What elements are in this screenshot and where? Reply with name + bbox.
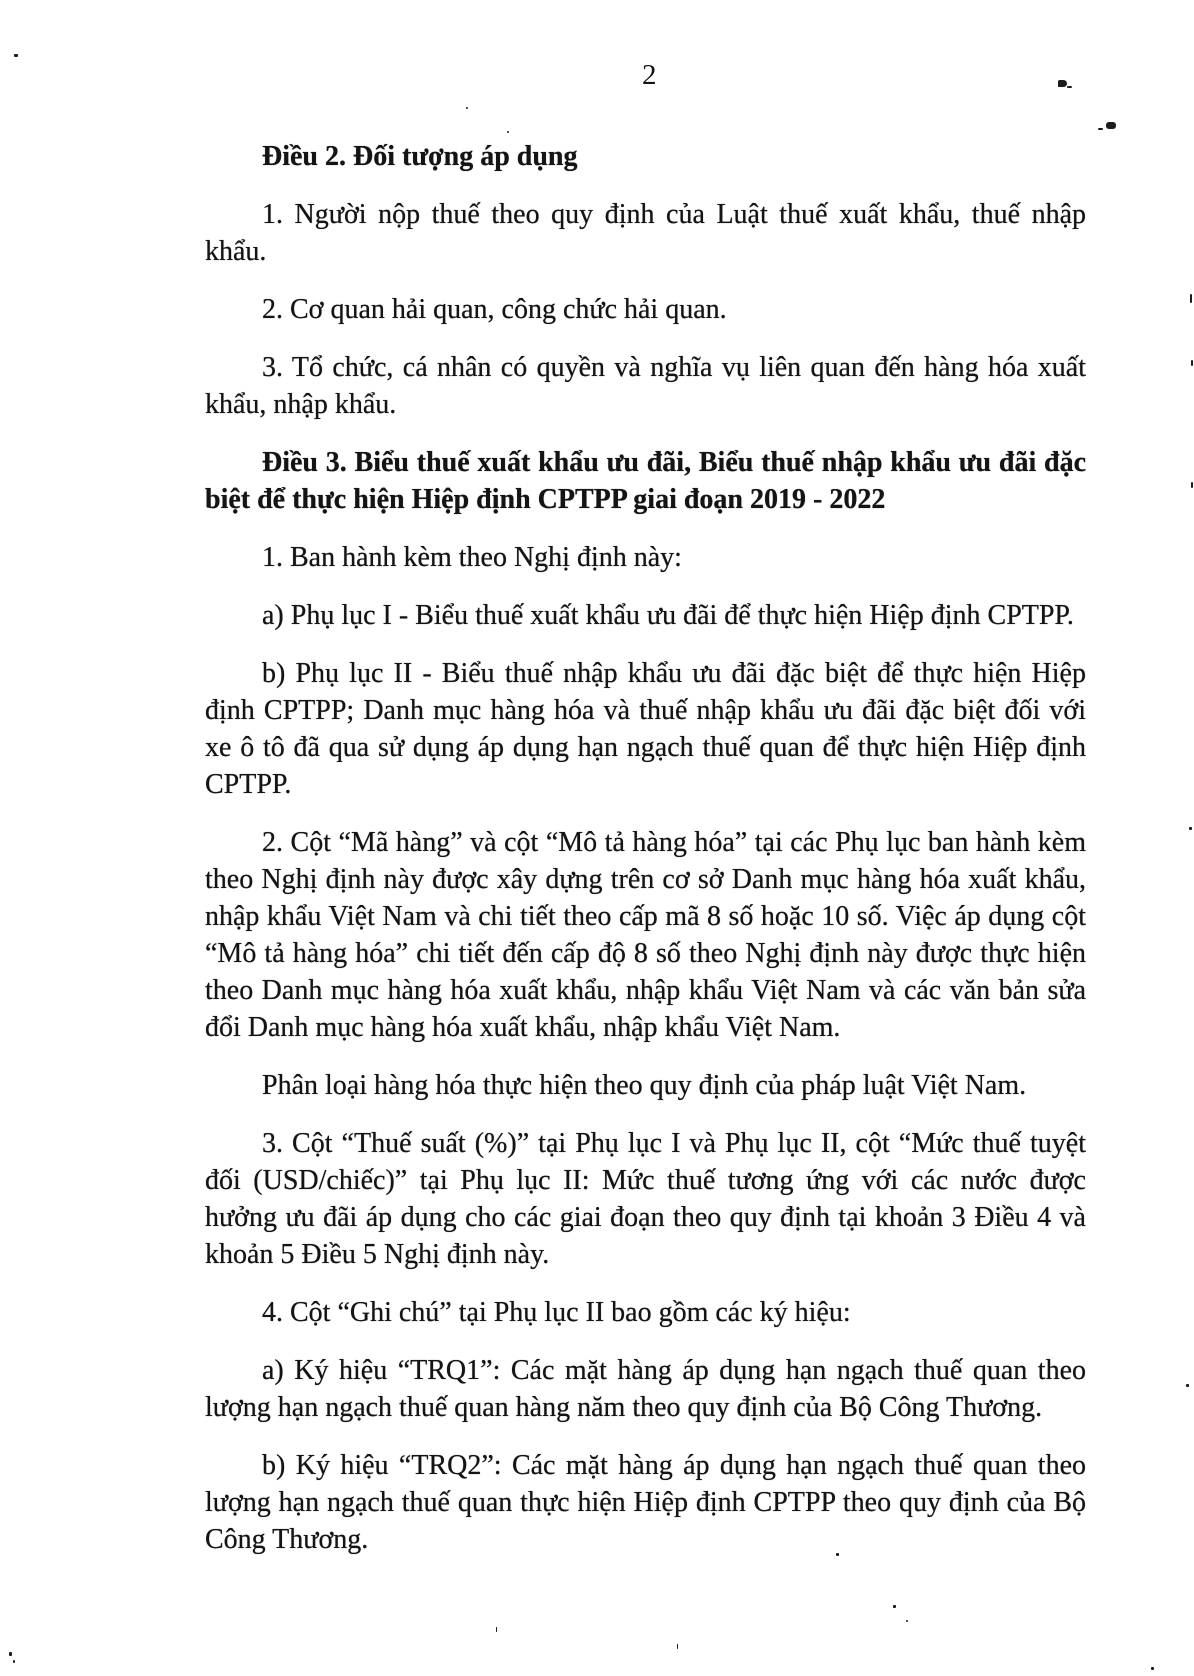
text-line: Phân loại hàng hóa thực hiện theo quy định của pháp luật Việt Nam. xyxy=(262,1070,1027,1101)
article-3-clause-4-point-b-trq2 xyxy=(205,1447,1086,1558)
scan-artifact xyxy=(1106,122,1116,129)
article-3-clause-4 xyxy=(205,1294,1086,1331)
text-line: khoản 5 Điều 5 Nghị định này. xyxy=(205,1239,550,1270)
scan-artifact xyxy=(1151,1667,1154,1670)
article-3-clause-3 xyxy=(205,1125,1086,1273)
scan-artifact xyxy=(13,1660,15,1663)
article-3-heading xyxy=(205,444,1086,518)
text-line: hưởng ưu đãi áp dụng cho các giai đoạn theo quy định tại khoản 3 Điều 4 và xyxy=(205,1202,1086,1233)
scan-artifact xyxy=(1189,827,1192,830)
scan-artifact xyxy=(836,1553,839,1556)
text-line: b) Phụ lục II - Biểu thuế nhập khẩu ưu đãi đặc biệt để thực hiện Hiệp xyxy=(262,658,1086,689)
article-2-clause-3 xyxy=(205,349,1086,423)
text-line: 1. Ban hành kèm theo Nghị định này: xyxy=(262,542,682,573)
scan-artifact xyxy=(906,1620,908,1622)
scan-artifact xyxy=(1098,128,1103,130)
text-line: lượng hạn ngạch thuế quan thực hiện Hiệp định CPTPP theo quy định của Bộ xyxy=(205,1487,1086,1518)
text-line: nhập khẩu Việt Nam và chi tiết theo cấp mã 8 số hoặc 10 số. Việc áp dụng cột xyxy=(205,901,1086,932)
text-line: a) Phụ lục I - Biểu thuế xuất khẩu ưu đãi để thực hiện Hiệp định CPTPP. xyxy=(262,600,1074,631)
text-line: theo Danh mục hàng hóa xuất khẩu, nhập khẩu Việt Nam và các văn bản sửa xyxy=(205,975,1086,1006)
text-line: 4. Cột “Ghi chú” tại Phụ lục II bao gồm các ký hiệu: xyxy=(262,1297,851,1328)
text-line: Điều 2. Đối tượng áp dụng xyxy=(262,141,578,172)
document-body xyxy=(205,138,1086,1579)
scan-artifact xyxy=(1190,294,1192,303)
article-3-clause-4-point-a-trq1 xyxy=(205,1352,1086,1426)
article-3-clause-1-point-b xyxy=(205,655,1086,803)
text-line: 3. Cột “Thuế suất (%)” tại Phụ lục I và Phụ lục II, cột “Mức thuế tuyệt xyxy=(262,1128,1086,1159)
article-2-clause-2 xyxy=(205,291,1086,328)
scan-artifact xyxy=(1067,86,1072,88)
scan-artifact xyxy=(1191,482,1193,488)
text-line: 1. Người nộp thuế theo quy định của Luật thuế xuất khẩu, thuế nhập khẩu. xyxy=(205,199,1086,267)
article-3-clause-1-point-a xyxy=(205,597,1086,634)
text-line: 3. Tổ chức, cá nhân có quyền và nghĩa vụ liên quan đến hàng hóa xuất xyxy=(262,352,1086,383)
text-line: theo Nghị định này được xây dựng trên cơ sở Danh mục hàng hóa xuất khẩu, xyxy=(205,864,1086,895)
text-line: khẩu, nhập khẩu. xyxy=(205,389,397,420)
scan-artifact xyxy=(1186,1384,1189,1387)
text-line: a) Ký hiệu “TRQ1”: Các mặt hàng áp dụng hạn ngạch thuế quan theo xyxy=(262,1355,1086,1386)
scan-artifact xyxy=(9,1652,12,1656)
scan-artifact xyxy=(507,131,509,133)
article-3-clause-2 xyxy=(205,824,1086,1046)
text-line: lượng hạn ngạch thuế quan hàng năm theo quy định của Bộ Công Thương. xyxy=(205,1392,1043,1423)
text-line: Công Thương. xyxy=(205,1524,369,1555)
text-line: “Mô tả hàng hóa” chi tiết đến cấp độ 8 số theo Nghị định này được thực hiện xyxy=(205,938,1086,969)
text-line: 2. Cột “Mã hàng” và cột “Mô tả hàng hóa” tại các Phụ lục ban hành kèm xyxy=(262,827,1086,858)
text-line: đối (USD/chiếc)” tại Phụ lục II: Mức thuế tương ứng với các nước được xyxy=(205,1165,1086,1196)
text-line: 2. Cơ quan hải quan, công chức hải quan. xyxy=(262,294,727,325)
scan-artifact xyxy=(14,54,18,57)
text-line: định CPTPP; Danh mục hàng hóa và thuế nhập khẩu ưu đãi đặc biệt đối với xyxy=(205,695,1086,726)
article-2-heading xyxy=(205,138,1086,175)
text-line: b) Ký hiệu “TRQ2”: Các mặt hàng áp dụng hạn ngạch thuế quan theo xyxy=(262,1450,1086,1481)
text-line: CPTPP. xyxy=(205,769,292,800)
text-line: Điều 3. Biểu thuế xuất khẩu ưu đãi, Biểu thuế nhập khẩu ưu đãi đặc xyxy=(262,447,1086,478)
scan-artifact xyxy=(893,1605,896,1608)
text-line: đổi Danh mục hàng hóa xuất khẩu, nhập khẩu Việt Nam. xyxy=(205,1012,841,1043)
scan-artifact xyxy=(1058,80,1067,87)
article-3-clause-2-classification xyxy=(205,1067,1086,1104)
article-3-clause-1 xyxy=(205,539,1086,576)
scan-artifact xyxy=(466,107,468,109)
scan-artifact xyxy=(677,1644,678,1649)
text-line: xe ô tô đã qua sử dụng áp dụng hạn ngạch thuế quan để thực hiện Hiệp định xyxy=(205,732,1086,763)
scan-artifact xyxy=(1191,360,1193,366)
scan-artifact xyxy=(496,1627,497,1632)
article-2-clause-1 xyxy=(205,196,1086,270)
page-number: 2 xyxy=(642,59,657,91)
text-line: biệt để thực hiện Hiệp định CPTPP giai đoạn 2019 - 2022 xyxy=(205,484,886,515)
